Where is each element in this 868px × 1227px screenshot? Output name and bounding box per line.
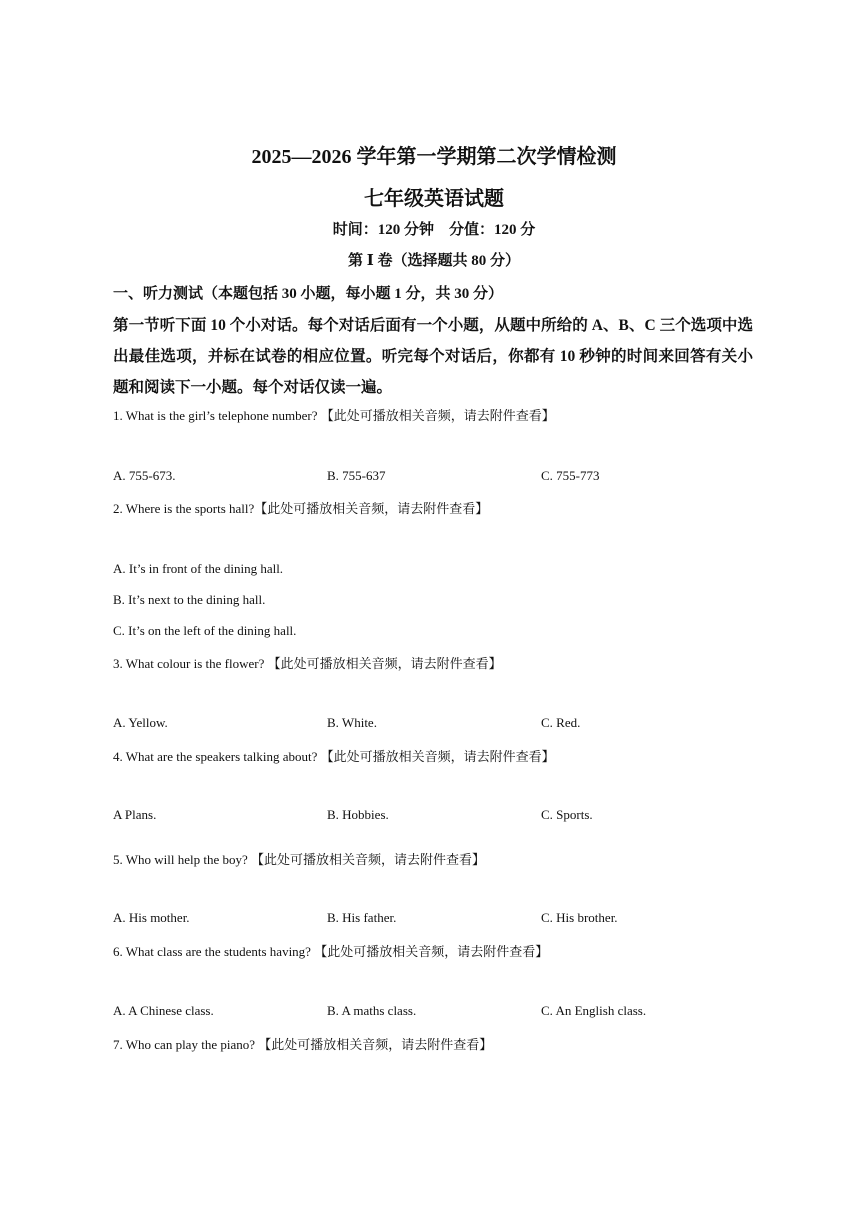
question-1: 1. What is the girl’s telephone number? 【此处可播放相关音频，请去附件查看】 bbox=[113, 408, 555, 423]
option-6c: C. An English class. bbox=[541, 1003, 647, 1018]
option-5b: B. His father. bbox=[327, 910, 397, 925]
option-4b: B. Hobbies. bbox=[327, 807, 389, 822]
option-4c: C. Sports. bbox=[541, 807, 593, 822]
section-heading: 一、听力测试（本题包括 30 小题，每小题 1 分，共 30 分） bbox=[113, 286, 504, 302]
option-2a: A. It’s in front of the dining hall. bbox=[113, 561, 284, 576]
option-6b: B. A maths class. bbox=[327, 1003, 417, 1018]
option-2c: C. It’s on the left of the dining hall. bbox=[113, 623, 297, 638]
exam-meta: 时间：120 分钟 分值：120 分 bbox=[332, 222, 536, 238]
option-4a: A Plans. bbox=[113, 807, 157, 822]
question-4: 4. What are the speakers talking about? 【此处可播放相关音频，请去附件查看】 bbox=[113, 749, 555, 764]
exam-title: 2025—2026 学年第一学期第二次学情检测 bbox=[251, 146, 617, 168]
option-1a: A. 755-673. bbox=[113, 468, 176, 483]
exam-subtitle: 七年级英语试题 bbox=[364, 188, 504, 210]
question-7: 7. Who can play the piano? 【此处可播放相关音频，请去附件查看】 bbox=[113, 1037, 493, 1052]
section-instructions: 第一节听下面 10 个小对话。每个对话后面有一个小题，从题中所给的 A、B、C 三个选项中选出最佳选项，并标在试卷的相应位置。听完每个对话后，你都有 10 秒钟的时间来回答有关小题和阅读下一小题。每个对话仅读一遍。 bbox=[113, 317, 753, 396]
volume-heading: 第 Ⅰ 卷（选择题共 80 分） bbox=[347, 253, 521, 269]
question-3: 3. What colour is the flower? 【此处可播放相关音频，请去附件查看】 bbox=[113, 656, 502, 671]
option-3a: A. Yellow. bbox=[113, 715, 168, 730]
option-2b: B. It’s next to the dining hall. bbox=[113, 592, 266, 607]
option-3c: C. Red. bbox=[541, 715, 581, 730]
option-5c: C. His brother. bbox=[541, 910, 618, 925]
option-1b: B. 755-637 bbox=[327, 468, 386, 483]
question-6: 6. What class are the students having? 【此处可播放相关音频，请去附件查看】 bbox=[113, 944, 549, 959]
question-2: 2. Where is the sports hall?【此处可播放相关音频，请去附件查看】 bbox=[113, 501, 489, 516]
question-5: 5. Who will help the boy? 【此处可播放相关音频，请去附件查看】 bbox=[113, 852, 486, 867]
option-5a: A. His mother. bbox=[113, 910, 190, 925]
option-3b: B. White. bbox=[327, 715, 377, 730]
option-6a: A. A Chinese class. bbox=[113, 1003, 214, 1018]
option-1c: C. 755-773 bbox=[541, 468, 600, 483]
